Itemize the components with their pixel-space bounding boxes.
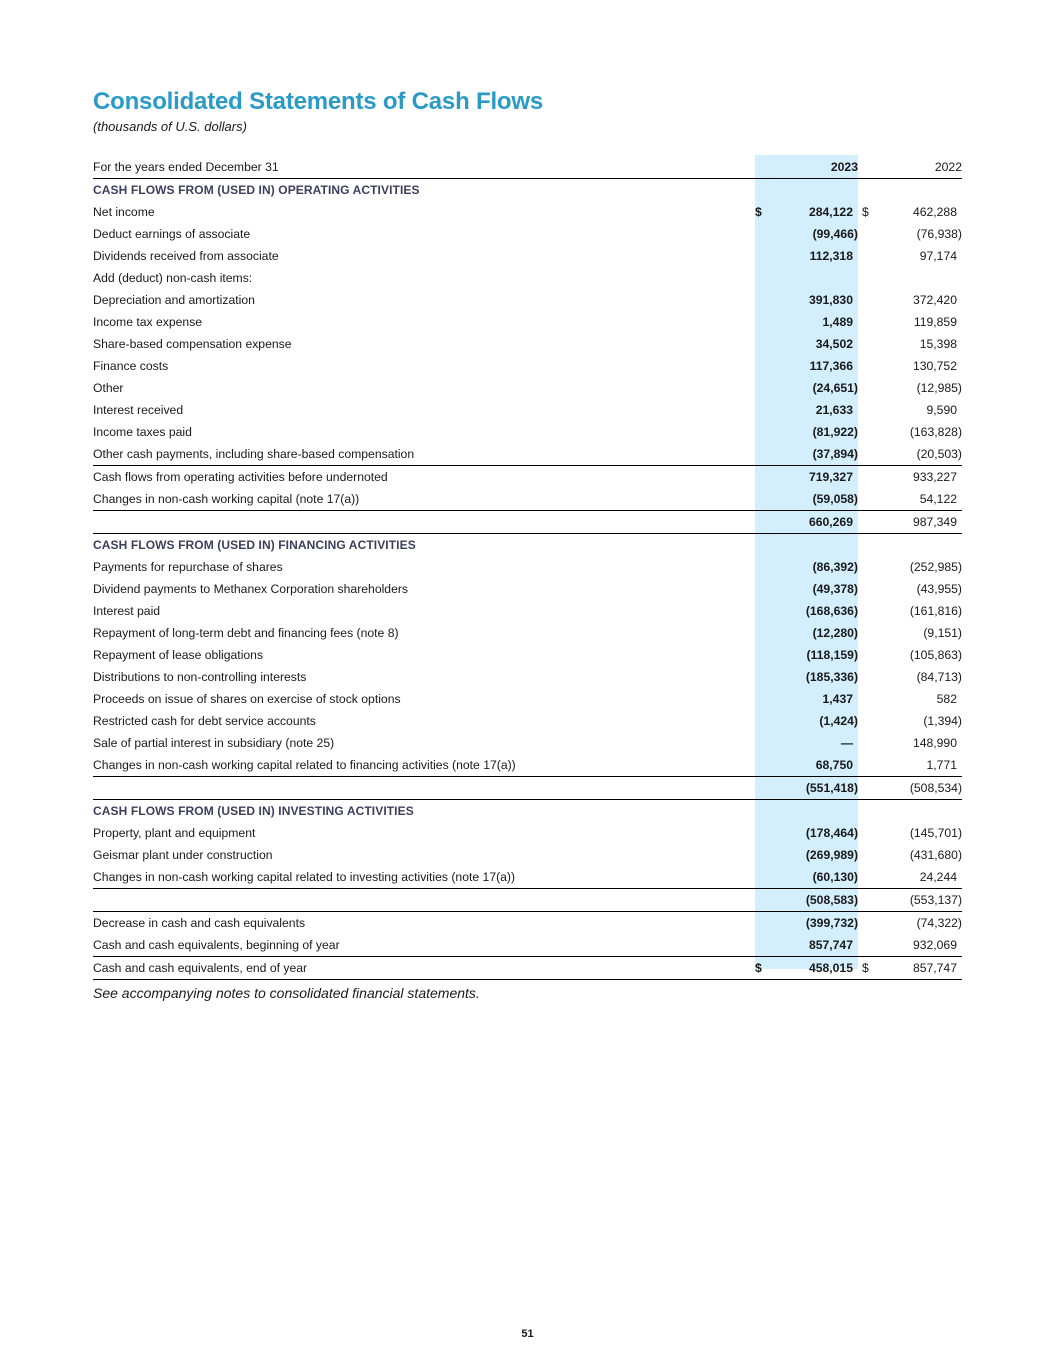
table-row [93, 399, 962, 421]
row-label: Other cash payments, including share-based compensation [93, 443, 755, 466]
value-2022: (431,680) [909, 848, 962, 862]
row-label: Repayment of long-term debt and financing fees (note 8) [93, 626, 399, 640]
value-2023: (168,636) [805, 604, 858, 618]
value-2023: (399,732) [805, 916, 858, 930]
table-row [93, 267, 962, 289]
value-2023: (99,466) [812, 227, 858, 241]
row-label: Repayment of lease obligations [93, 648, 264, 662]
section-header-operating [93, 179, 962, 202]
section-title: CASH FLOWS FROM (USED IN) FINANCING ACTIVITIES [93, 538, 416, 552]
table-row [93, 622, 962, 644]
value-2023: (60,130) [769, 866, 858, 889]
value-2022: 148,990 [912, 736, 957, 750]
header-year-2023: 2023 [755, 156, 858, 179]
value-2023: 112,318 [809, 249, 853, 263]
value-2022: 97,174 [919, 249, 957, 263]
row-label: Dividends received from associate [93, 249, 279, 263]
table-row [93, 578, 962, 600]
value-2022: 1,771 [926, 758, 957, 772]
row-label: Depreciation and amortization [93, 293, 255, 307]
value-2023: (508,583) [769, 889, 858, 912]
row-label: Income taxes paid [93, 425, 192, 439]
value-2023: (37,894) [769, 443, 858, 466]
value-2023: (49,378) [812, 582, 858, 596]
row-label: Sale of partial interest in subsidiary (note 25) [93, 736, 335, 750]
value-2023: 34,502 [815, 337, 853, 351]
table-row [93, 223, 962, 245]
value-2023: 284,122 [808, 205, 853, 219]
subtotal-row-operating [93, 511, 962, 534]
value-2022: (43,955) [916, 582, 962, 596]
row-label: Changes in non-cash working capital related to financing activities (note 17(a)) [93, 754, 755, 777]
table-row [93, 844, 962, 866]
value-2022: (12,985) [916, 381, 962, 395]
value-2022: (161,816) [909, 604, 962, 618]
value-2023: 719,327 [808, 470, 853, 484]
table-row [93, 688, 962, 710]
value-2022: (84,713) [916, 670, 962, 684]
table-row [93, 866, 962, 889]
table-row [93, 934, 962, 957]
row-label: Cash and cash equivalents, beginning of year [93, 934, 755, 957]
value-2022: 372,420 [912, 293, 957, 307]
table-row [93, 822, 962, 844]
table-row [93, 377, 962, 399]
row-label: Geismar plant under construction [93, 848, 273, 862]
table-row [93, 754, 962, 777]
row-label: Interest received [93, 403, 184, 417]
value-2023: 21,633 [815, 403, 853, 417]
row-label: Interest paid [93, 604, 161, 618]
table-row [93, 421, 962, 443]
value-2023: (24,651) [812, 381, 858, 395]
section-title: CASH FLOWS FROM (USED IN) OPERATING ACTIVITIES [93, 183, 420, 197]
row-label: Cash and cash equivalents, end of year [93, 957, 755, 980]
value-2022: 15,398 [919, 337, 957, 351]
value-2022: (20,503) [876, 443, 962, 466]
subtotal-row-financing [93, 777, 962, 800]
table-row [93, 355, 962, 377]
row-label: Distributions to non-controlling interests [93, 670, 307, 684]
table-row [93, 333, 962, 355]
value-2023: 857,747 [808, 938, 853, 952]
value-2022: (508,534) [876, 777, 962, 800]
table-row [93, 666, 962, 688]
value-2023: 391,830 [808, 293, 853, 307]
value-2022: (74,322) [916, 916, 962, 930]
table-row [93, 245, 962, 267]
value-2022: 119,859 [913, 315, 957, 329]
row-label: Other [93, 381, 124, 395]
value-2022: 933,227 [912, 470, 957, 484]
value-2023: (551,418) [769, 777, 858, 800]
row-label: Changes in non-cash working capital (note 17(a)) [93, 488, 755, 511]
header-label: For the years ended December 31 [93, 156, 755, 179]
subtotal-row-investing [93, 889, 962, 912]
value-2022: 582 [936, 692, 957, 706]
currency-symbol: $ [755, 957, 769, 980]
value-2022: (553,137) [876, 889, 962, 912]
value-2023: 117,366 [809, 359, 853, 373]
value-2023: (59,058) [769, 488, 858, 511]
section-header-financing [93, 534, 962, 557]
value-2023: (81,922) [812, 425, 858, 439]
row-label: Dividend payments to Methanex Corporation shareholders [93, 582, 409, 596]
value-2023: (178,464) [805, 826, 858, 840]
footnote: See accompanying notes to consolidated financial statements. [93, 985, 480, 1001]
row-label: Add (deduct) non-cash items: [93, 271, 253, 285]
value-2023: 660,269 [808, 515, 853, 529]
value-2022: 9,590 [926, 403, 957, 417]
row-label: Proceeds on issue of shares on exercise of stock options [93, 692, 401, 706]
row-label: Decrease in cash and cash equivalents [93, 916, 306, 930]
currency-symbol: $ [862, 957, 876, 980]
row-label: Payments for repurchase of shares [93, 560, 283, 574]
table-row [93, 466, 962, 489]
section-title: CASH FLOWS FROM (USED IN) INVESTING ACTIVITIES [93, 804, 414, 818]
row-label: Income tax expense [93, 315, 203, 329]
value-2022: 130,752 [912, 359, 957, 373]
value-2022: (163,828) [909, 425, 962, 439]
table-row [93, 732, 962, 754]
value-2022: (76,938) [916, 227, 962, 241]
header-year-2022: 2022 [862, 156, 962, 179]
value-2022: 857,747 [912, 961, 957, 975]
value-2023: (118,159) [806, 648, 858, 662]
value-2023: — [840, 736, 853, 750]
value-2022: 54,122 [919, 492, 957, 506]
table-row [93, 644, 962, 666]
row-label: Restricted cash for debt service accounts [93, 714, 316, 728]
currency-symbol: $ [862, 205, 869, 219]
value-2022: 932,069 [912, 938, 957, 952]
value-2022: (105,863) [909, 648, 962, 662]
value-2023: (1,424) [819, 714, 858, 728]
table-row [93, 710, 962, 732]
value-2023: (12,280) [812, 626, 858, 640]
row-label: Changes in non-cash working capital related to investing activities (note 17(a)) [93, 866, 755, 889]
subtitle: (thousands of U.S. dollars) [93, 119, 247, 134]
table-row [93, 201, 962, 223]
value-2022: (145,701) [909, 826, 962, 840]
page-title: Consolidated Statements of Cash Flows [93, 88, 543, 115]
value-2023: (269,989) [805, 848, 858, 862]
value-2022: (1,394) [923, 714, 962, 728]
cash-flow-table [93, 156, 962, 980]
table-row [93, 912, 962, 935]
value-2023: 68,750 [815, 758, 853, 772]
table-row [93, 488, 962, 511]
table-row [93, 443, 962, 466]
row-label: Net income [93, 205, 155, 219]
table-row [93, 600, 962, 622]
total-row-cash-end [93, 957, 962, 980]
currency-symbol: $ [755, 205, 762, 219]
table-row [93, 289, 962, 311]
value-2023: (185,336) [805, 670, 858, 684]
value-2023: 458,015 [808, 961, 853, 975]
row-label: Property, plant and equipment [93, 826, 256, 840]
row-label: Cash flows from operating activities before undernoted [93, 470, 388, 484]
table-row [93, 311, 962, 333]
page-number: 51 [521, 1328, 534, 1340]
row-label: Share-based compensation expense [93, 337, 292, 351]
value-2022: (252,985) [909, 560, 962, 574]
value-2023: (86,392) [812, 560, 858, 574]
header-row [93, 156, 962, 179]
value-2022: (9,151) [923, 626, 962, 640]
row-label: Deduct earnings of associate [93, 227, 251, 241]
table-row [93, 556, 962, 578]
value-2022: 462,288 [912, 205, 957, 219]
section-header-investing [93, 800, 962, 823]
value-2022: 987,349 [912, 515, 957, 529]
value-2023: 1,489 [822, 315, 853, 329]
row-label: Finance costs [93, 359, 169, 373]
value-2022: 24,244 [919, 870, 957, 884]
value-2023: 1,437 [822, 692, 853, 706]
